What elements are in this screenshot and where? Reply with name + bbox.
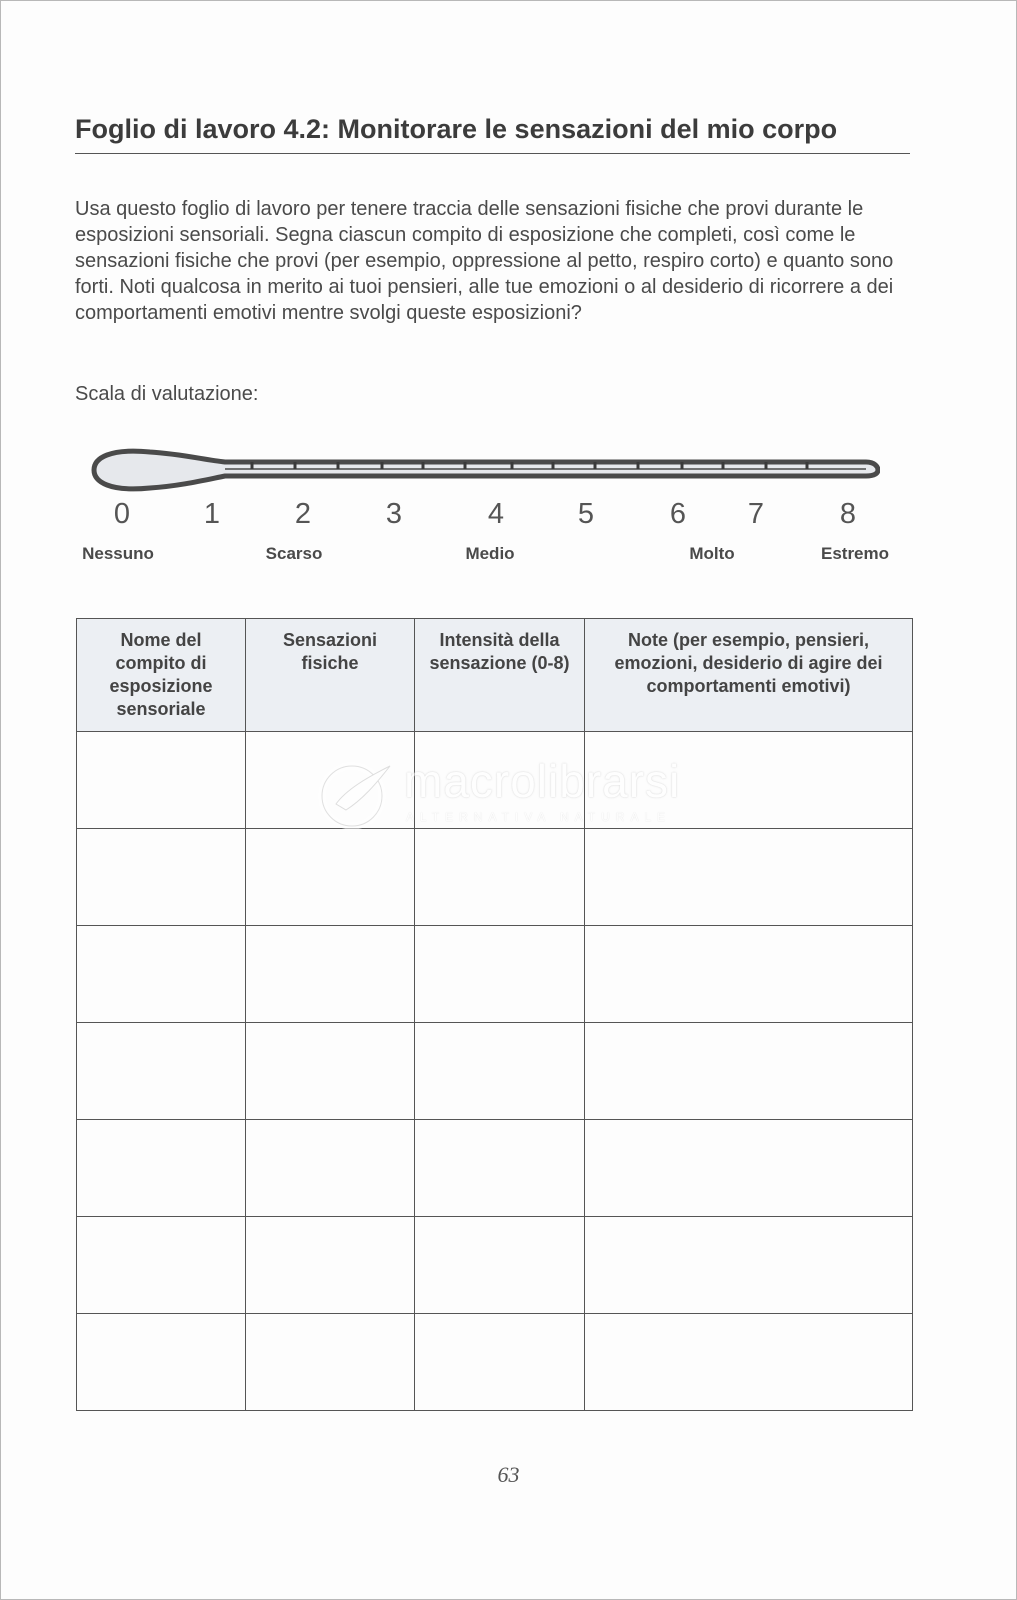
- notes-cell[interactable]: [585, 926, 913, 1023]
- watermark-brand: macrolibrarsi: [404, 755, 681, 807]
- notes-cell[interactable]: [585, 732, 913, 829]
- notes-cell[interactable]: [585, 1120, 913, 1217]
- scale-number-8: 8: [839, 498, 857, 530]
- scale-level-medio: Medio: [465, 544, 515, 563]
- scale-level-molto: Molto: [689, 544, 735, 563]
- sensations-cell[interactable]: [246, 926, 415, 1023]
- scale-number-3: 3: [385, 498, 403, 530]
- worksheet-title: Foglio di lavoro 4.2: Monitorare le sensazioni del mio corpo: [75, 114, 910, 154]
- task-name-cell[interactable]: [77, 926, 246, 1023]
- sensations-cell[interactable]: [246, 1217, 415, 1314]
- intensity-cell[interactable]: [415, 1120, 585, 1217]
- header-notes: Note (per esempio, pensieri, emozioni, desiderio di agire dei comportamenti emotivi): [585, 619, 913, 732]
- table-row: [77, 926, 913, 1023]
- table-row: [77, 732, 913, 829]
- table-row: [77, 1314, 913, 1411]
- thermometer-illustration: [90, 446, 880, 498]
- intensity-cell[interactable]: [415, 732, 585, 829]
- intensity-cell[interactable]: [415, 1023, 585, 1120]
- scale-number-7: 7: [747, 498, 765, 530]
- table-row: [77, 1023, 913, 1120]
- table-header-row: [77, 619, 913, 732]
- task-name-cell[interactable]: [77, 829, 246, 926]
- intro-paragraph: Usa questo foglio di lavoro per tenere traccia delle sensazioni fisiche che provi durante le esposizioni sensoriali. Segna ciascun compito di esposizione che completi, così come le sensazioni fisiche che provi (per esempio, oppressione al petto, respiro corto) e quanto sono forti. Noti qualcosa in merito ai tuoi pensieri, alle tue emozioni o al desiderio di ricorrere a dei comportamenti emotivi mentre svolgi queste esposizioni?: [75, 198, 894, 324]
- intensity-cell[interactable]: [415, 829, 585, 926]
- sensations-cell[interactable]: [246, 1120, 415, 1217]
- scale-number-1: 1: [203, 498, 221, 530]
- table-row: [77, 829, 913, 926]
- intensity-cell[interactable]: [415, 1217, 585, 1314]
- task-name-cell[interactable]: [77, 1120, 246, 1217]
- header-intensity: Intensità della sensazione (0-8): [415, 619, 585, 732]
- task-name-cell[interactable]: [77, 1217, 246, 1314]
- header-task-name: Nome del compito di esposizione sensoriale: [77, 619, 246, 732]
- scale-level-scarso: Scarso: [265, 544, 323, 563]
- scale-level-nessuno: Nessuno: [82, 544, 154, 563]
- notes-cell[interactable]: [585, 1314, 913, 1411]
- task-name-cell[interactable]: [77, 1023, 246, 1120]
- task-name-cell[interactable]: [77, 732, 246, 829]
- intensity-cell[interactable]: [415, 1314, 585, 1411]
- scale-level-estremo: Estremo: [820, 544, 890, 563]
- scale-label: Scala di valutazione:: [75, 383, 259, 405]
- sensations-cell[interactable]: [246, 1314, 415, 1411]
- header-physical-sensations: Sensazioni fisiche: [246, 619, 415, 732]
- scale-number-6: 6: [669, 498, 687, 530]
- sensations-cell[interactable]: [246, 829, 415, 926]
- scale-number-4: 4: [487, 498, 505, 530]
- scale-number-2: 2: [294, 498, 312, 530]
- table-row: [77, 1120, 913, 1217]
- watermark-tagline: ALTERNATIVA NATURALE: [406, 810, 672, 824]
- notes-cell[interactable]: [585, 1217, 913, 1314]
- sensations-cell[interactable]: [246, 732, 415, 829]
- exposure-log-table: [76, 618, 913, 1411]
- page-number: 63: [497, 1462, 520, 1487]
- notes-cell[interactable]: [585, 829, 913, 926]
- task-name-cell[interactable]: [77, 1314, 246, 1411]
- scale-number-5: 5: [577, 498, 595, 530]
- table-row: [77, 1217, 913, 1314]
- notes-cell[interactable]: [585, 1023, 913, 1120]
- scale-number-0: 0: [113, 498, 131, 530]
- sensations-cell[interactable]: [246, 1023, 415, 1120]
- intensity-cell[interactable]: [415, 926, 585, 1023]
